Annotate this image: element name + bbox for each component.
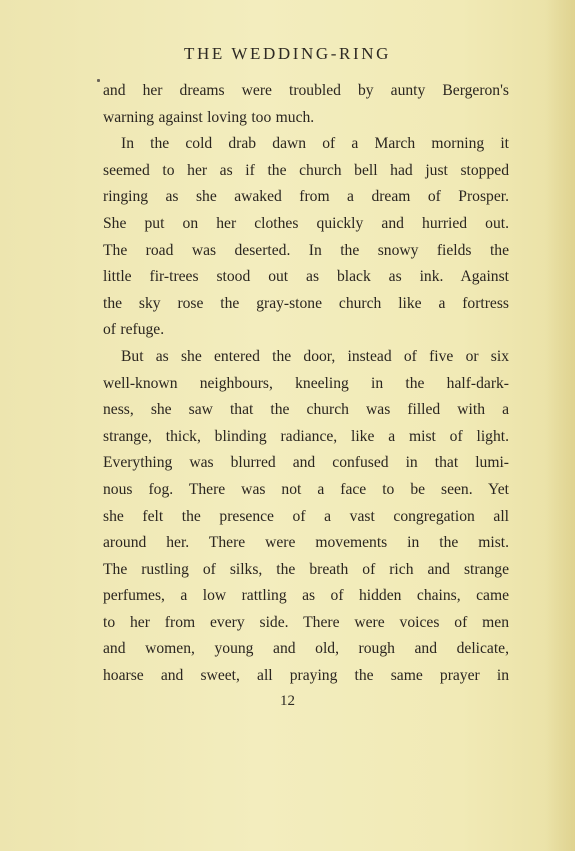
text-line: around her. There were movements in the mist.	[103, 534, 509, 552]
text-line: strange, thick, blinding radiance, like a mist of light.	[103, 427, 509, 445]
text-line: she felt the presence of a vast congregation all	[103, 507, 509, 525]
ink-mark	[97, 79, 100, 82]
body-text	[103, 78, 509, 690]
text-line: of refuge.	[103, 321, 165, 339]
text-line: nous fog. There was not a face to be seen. Yet	[103, 480, 509, 498]
text-line: In the cold drab dawn of a March morning it	[121, 135, 509, 153]
text-line: little fir-trees stood out as black as ink. Against	[103, 268, 509, 286]
text-line: The rustling of silks, the breath of rich and strange	[103, 560, 509, 578]
text-line: to her from every side. There were voices of men	[103, 613, 509, 631]
text-line: warning against loving too much.	[103, 108, 315, 126]
text-line: ness, she saw that the church was filled with a	[103, 401, 509, 419]
text-line: hoarse and sweet, all praying the same prayer in	[103, 667, 509, 685]
running-title: THE WEDDING-RING	[183, 44, 391, 63]
text-line: She put on her clothes quickly and hurried out.	[103, 214, 509, 232]
text-line: ringing as she awaked from a dream of Prosper.	[103, 188, 509, 206]
page-number: 12	[280, 693, 295, 709]
text-line: and women, young and old, rough and delicate,	[103, 640, 509, 658]
text-line: the sky rose the gray-stone church like a fortress	[103, 294, 509, 312]
text-line: perfumes, a low rattling as of hidden chains, came	[103, 587, 509, 605]
text-line: well-known neighbours, kneeling in the half-dark-	[103, 374, 509, 392]
text-line: seemed to her as if the church bell had just stopped	[103, 161, 509, 179]
text-line: But as she entered the door, instead of five or six	[121, 347, 509, 365]
text-line: Everything was blurred and confused in that lumi-	[103, 454, 509, 472]
text-line: and her dreams were troubled by aunty Bergeron's	[103, 82, 509, 99]
text-line: The road was deserted. In the snowy fields the	[103, 241, 509, 259]
page-edge-shadow	[545, 0, 575, 851]
